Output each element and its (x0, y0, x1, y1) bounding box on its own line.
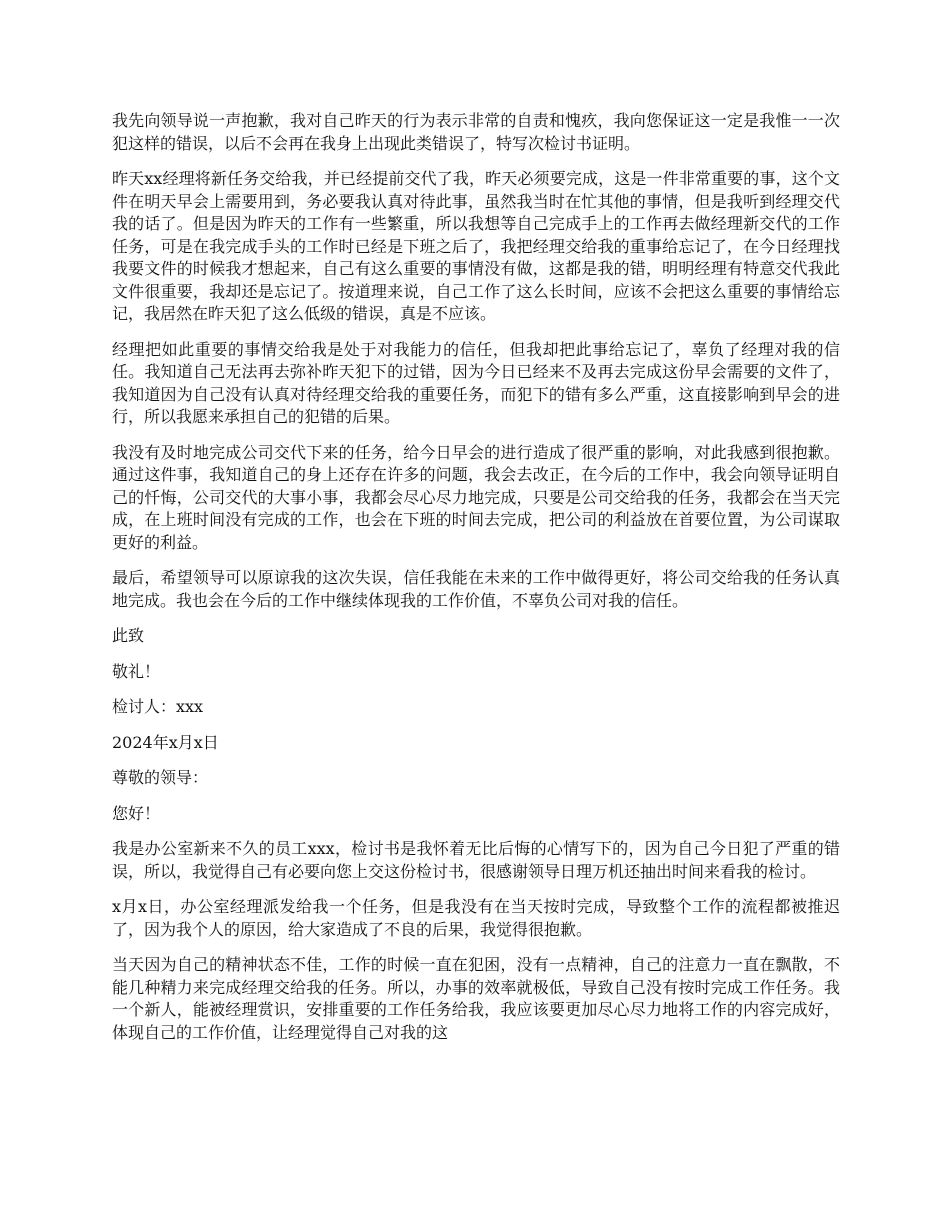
document-page (112, 110, 840, 1230)
paragraph-new-employee-intro: 我是办公室新来不久的员工xxx，检讨书是我怀着无比后悔的心情写下的，因为自己今日犯了严重的错误，所以，我觉得自己有必要向您上交这份检讨书，很感谢领导日理万机还抽出时间来看我的检讨。 (112, 839, 840, 881)
paragraph-closing-request: 最后，希望领导可以原谅我的这次失误，信任我能在未来的工作中做得更好，将公司交给我的任务认真地完成。我也会在今后的工作中继续体现我的工作价值，不辜负公司对我的信任。 (112, 568, 840, 610)
second-letter-hello: 您好！ (112, 803, 161, 823)
paragraph-incident-details: 昨天xx经理将新任务交给我，并已经提前交代了我，昨天必须要完成，这是一件非常重要的事，这个文件在明天早会上需要用到，务必要我认真对待此事，虽然我当时在忙其他的事情，但是我听到经理交代我的话了。但是因为昨天的工作有一些繁重，所以我想等自己完成手上的工作再去做经理新交代的工作任务，可是在我完成手头的工作时已经是下班之后了，我把经理交给我的重事给忘记了，在今日经理找我要文件的时候我才想起来，自己有这么重要的事情没有做，这都是我的错，明明经理有特意交代我此文件很重要，我却还是忘记了。按道理来说，自己工作了这么长时间，应该不会把这么重要的事情给忘记，我居然在昨天犯了这么低级的错误，真是不应该。 (112, 169, 840, 323)
closing-salutation: 此致 (112, 626, 145, 645)
closing-regards: 敬礼！ (112, 661, 161, 681)
paragraph-apology-intro: 我先向领导说一声抱歉，我对自己昨天的行为表示非常的自责和愧疚，我向您保证这一定是我惟一一次犯这样的错误，以后不会再在我身上出现此类错误了，特写次检讨书证明。 (112, 111, 840, 153)
paragraph-task-delay: x月x日，办公室经理派发给我一个任务，但是我没有在当天按时完成，导致整个工作的流程都被推迟了，因为我个人的原因，给大家造成了不良的后果，我觉得很抱歉。 (112, 897, 840, 939)
paragraph-improvement-promise: 我没有及时地完成公司交代下来的任务，给今日早会的进行造成了很严重的影响，对此我感到很抱歉。通过这件事，我知道自己的身上还存在许多的问题，我会去改正，在今后的工作中，我会向领导证明自己的忏悔，公司交代的大事小事，我都会尽心尽力地完成，只要是公司交给我的任务，我都会在当天完成，在上班时间没有完成的工作，也会在下班的时间去完成，把公司的利益放在首要位置，为公司谋取更好的利益。 (112, 442, 840, 552)
date-line: 2024年x月x日 (112, 732, 219, 752)
paragraph-state-and-reflection: 当天因为自己的精神状态不佳，工作的时候一直在犯困，没有一点精神，自己的注意力一直在飘散，不能几种精力来完成经理交给我的任务。所以，办事的效率就极低，导致自己没有按时完成工作任务。我一个新人，能被经理赏识，安排重要的工作任务给我，我应该要更加尽心尽力地将工作的内容完成好，体现自己的工作价值，让经理觉得自己对我的这 (112, 955, 840, 1042)
second-letter-greeting: 尊敬的领导： (112, 768, 209, 787)
paragraph-trust-failure: 经理把如此重要的事情交给我是处于对我能力的信任，但我却把此事给忘记了，辜负了经理对我的信任。我知道自己无法再去弥补昨天犯下的过错，因为今日已经来不及再去完成这份早会需要的文件了，我知道因为自己没有认真对待经理交给我的重要任务，而犯下的错有多么严重，这直接影响到早会的进行，所以我愿来承担自己的犯错的后果。 (112, 339, 840, 426)
signature-line: 检讨人：xxx (112, 697, 204, 716)
